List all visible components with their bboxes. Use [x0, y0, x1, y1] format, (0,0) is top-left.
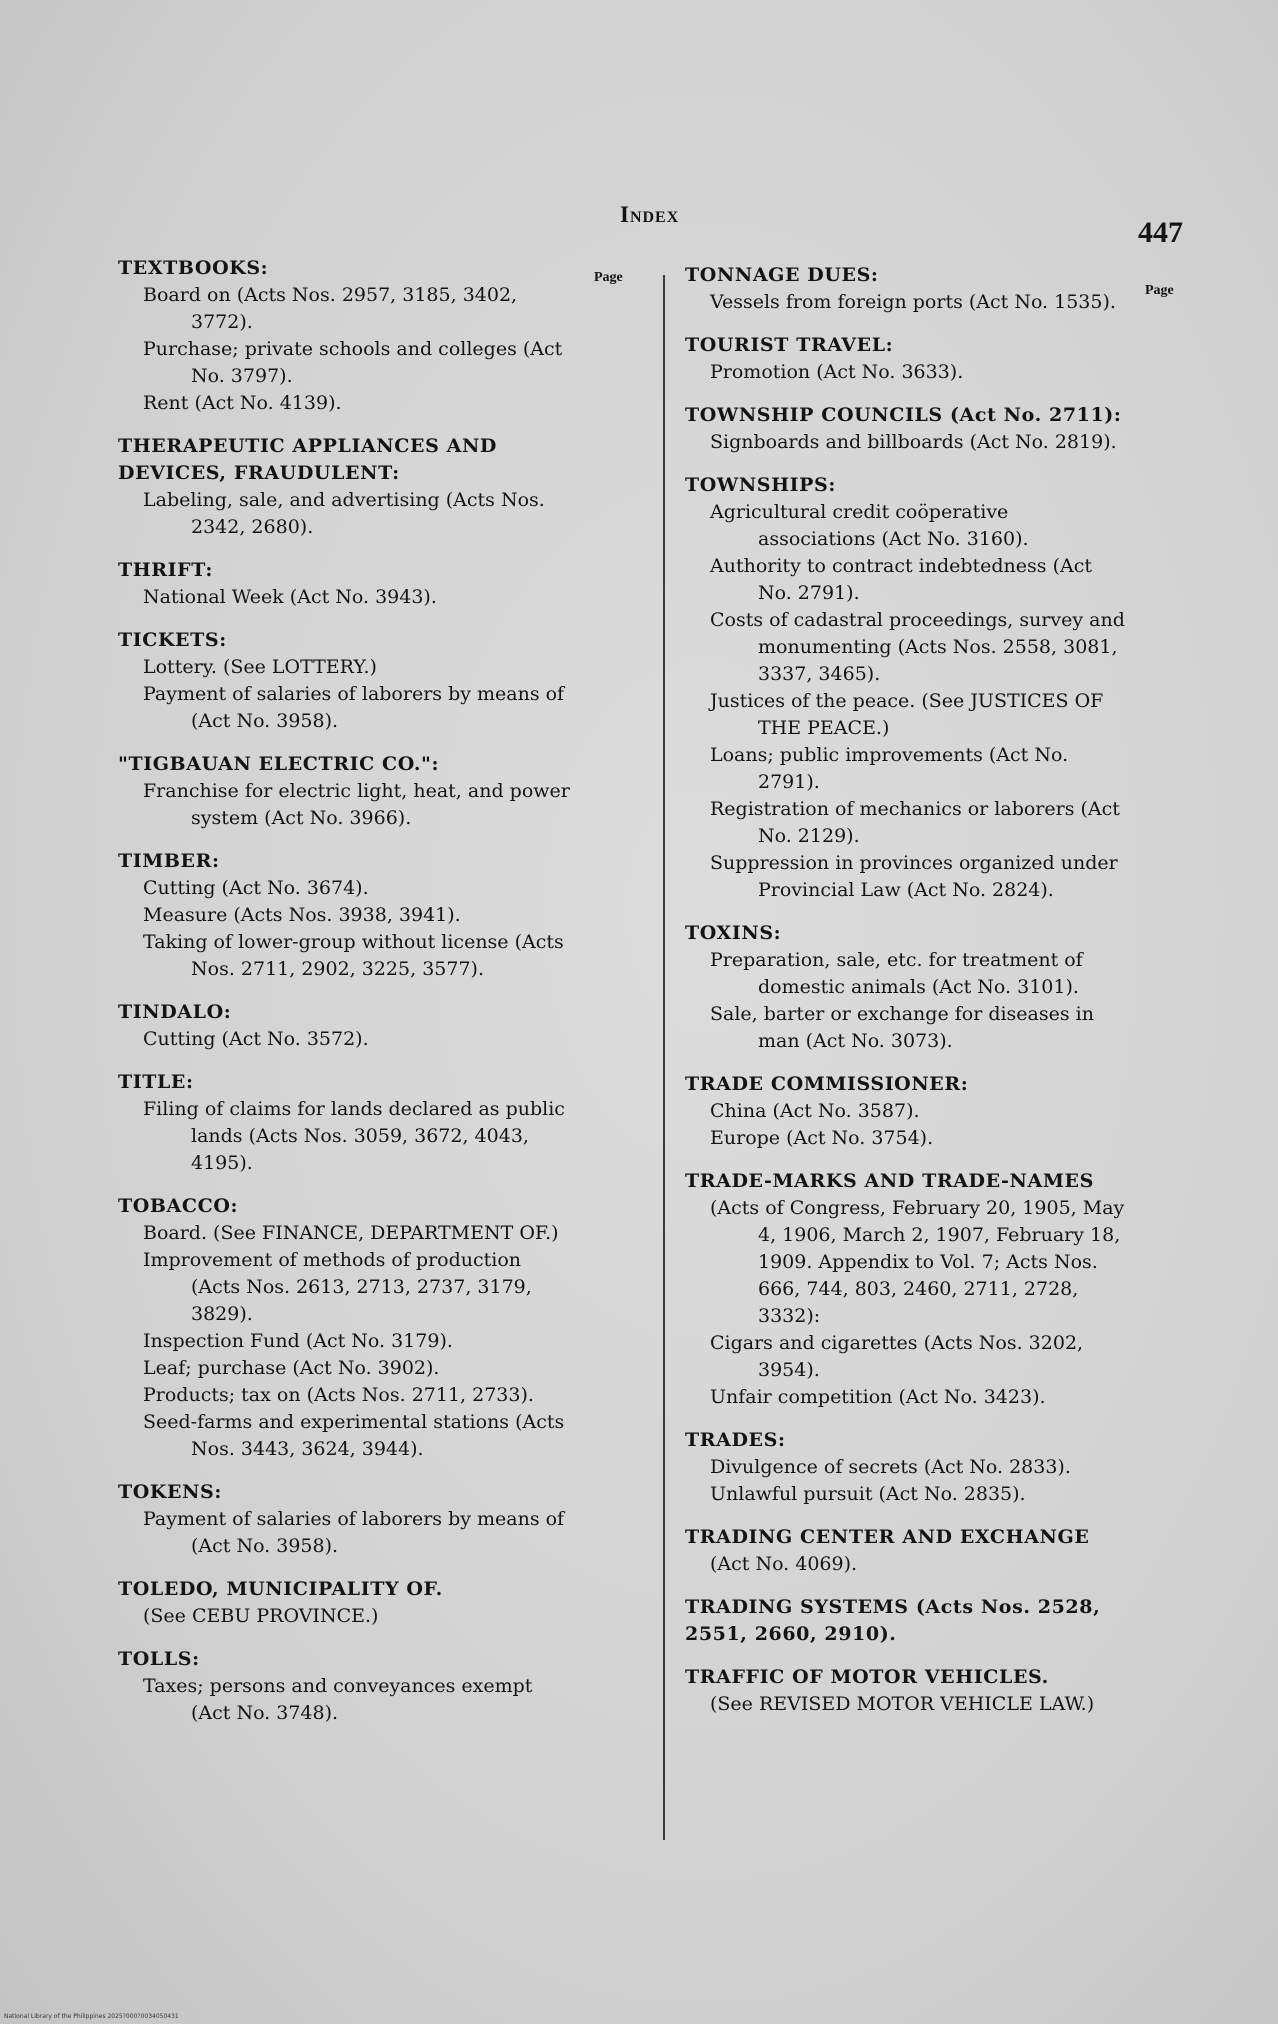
entry-subheading: Signboards and billboards (Act No. 2819).: [710, 431, 1117, 453]
index-entry: [685, 402, 1125, 456]
index-entry: [685, 1427, 1125, 1508]
entry-subheading: Board. (See FINANCE, DEPARTMENT OF.): [143, 1222, 559, 1244]
entry-subheading: Suppression in provinces organized under Provincial Law (Act No. 2824).: [710, 852, 1118, 901]
index-entry: [118, 848, 573, 983]
index-entry: [118, 433, 573, 541]
column-divider: [663, 275, 665, 1840]
entry-subheading: (See CEBU PROVINCE.): [143, 1605, 379, 1627]
entry-subheading: Promotion (Act No. 3633).: [710, 361, 964, 383]
entry-subheading: Filing of claims for lands declared as public lands (Acts Nos. 3059, 3672, 4043, 4195).: [143, 1098, 565, 1174]
entry-subheading: (See REVISED MOTOR VEHICLE LAW.): [710, 1693, 1095, 1715]
entry-heading: "TIGBAUAN ELECTRIC CO.":: [118, 753, 440, 775]
entry-heading: TONNAGE DUES:: [685, 264, 879, 286]
left-column: [118, 255, 573, 1743]
index-entry: [685, 472, 1125, 904]
entry-subheading: Lottery. (See LOTTERY.): [143, 656, 377, 678]
entry-subheading: Labeling, sale, and advertising (Acts Nos. 2342, 2680).: [143, 489, 545, 538]
entry-subheading: Products; tax on (Acts Nos. 2711, 2733).: [143, 1384, 534, 1406]
entry-heading: TOBACCO:: [118, 1195, 239, 1217]
entry-subheading: Seed-farms and experimental stations (Acts Nos. 3443, 3624, 3944).: [143, 1411, 565, 1460]
index-entry: [118, 255, 573, 417]
index-entry: [685, 920, 1125, 1055]
entry-heading: TRAFFIC OF MOTOR VEHICLES.: [685, 1666, 1049, 1688]
entry-heading: TOLEDO, MUNICIPALITY OF.: [118, 1578, 443, 1600]
entry-heading: TIMBER:: [118, 850, 220, 872]
entry-heading: TOURIST TRAVEL:: [685, 334, 894, 356]
entry-heading: TRADING CENTER AND EXCHANGE: [685, 1526, 1090, 1548]
entry-subheading: Board on (Acts Nos. 2957, 3185, 3402, 3772).: [143, 284, 518, 333]
entry-subheading: Payment of salaries of laborers by means of (Act No. 3958).: [143, 1508, 565, 1557]
index-entry: [685, 262, 1125, 316]
entry-subheading: Agricultural credit coöperative associations (Act No. 3160).: [710, 501, 1029, 550]
entry-subheading: Costs of cadastral proceedings, survey and monumenting (Acts Nos. 2558, 3081, 3337, 3465).: [710, 609, 1125, 685]
index-entry: [685, 1071, 1125, 1152]
entry-heading: TOXINS:: [685, 922, 782, 944]
entry-heading: TOLLS:: [118, 1648, 200, 1670]
entry-subheading: Inspection Fund (Act No. 3179).: [143, 1330, 453, 1352]
entry-subheading: Divulgence of secrets (Act No. 2833).: [710, 1456, 1071, 1478]
right-column: [685, 262, 1125, 1734]
entry-heading: TITLE:: [118, 1071, 194, 1093]
entry-subheading: Sale, barter or exchange for diseases in man (Act No. 3073).: [710, 1003, 1094, 1052]
entry-subheading: Registration of mechanics or laborers (Act No. 2129).: [710, 798, 1120, 847]
entry-subheading: Vessels from foreign ports (Act No. 1535).: [710, 291, 1116, 313]
index-entry: [685, 1664, 1125, 1718]
index-entry: [118, 627, 573, 735]
entry-subheading: Leaf; purchase (Act No. 3902).: [143, 1357, 440, 1379]
index-entry: [685, 332, 1125, 386]
entry-subheading: Purchase; private schools and colleges (Act No. 3797).: [143, 338, 563, 387]
entry-heading: TOKENS:: [118, 1481, 222, 1503]
entry-subheading: Unlawful pursuit (Act No. 2835).: [710, 1483, 1026, 1505]
entry-subheading: (Act No. 4069).: [710, 1553, 858, 1575]
entry-subheading: Measure (Acts Nos. 3938, 3941).: [143, 904, 461, 926]
entry-subheading: Loans; public improvements (Act No. 2791).: [710, 744, 1069, 793]
footer-credit: National Library of the Philippines 2025?000?0034050431: [4, 2013, 179, 2020]
entry-heading: TICKETS:: [118, 629, 227, 651]
entry-heading: TRADING SYSTEMS (Acts Nos. 2528, 2551, 2660, 2910).: [685, 1596, 1101, 1645]
entry-heading: TRADES:: [685, 1429, 786, 1451]
entry-heading: TEXTBOOKS:: [118, 257, 269, 279]
entry-heading: TRADE COMMISSIONER:: [685, 1073, 969, 1095]
page-label-right: Page: [1145, 283, 1174, 298]
page-number: 447: [1138, 216, 1183, 249]
entry-heading: TRADE-MARKS AND TRADE-NAMES: [685, 1170, 1094, 1192]
running-head: Index: [620, 202, 680, 227]
index-entry: [685, 1524, 1125, 1578]
entry-subheading: Cutting (Act No. 3572).: [143, 1028, 369, 1050]
entry-subheading: (Acts of Congress, February 20, 1905, May 4, 1906, March 2, 1907, February 18, 1909. Appendix to Vol. 7; Acts Nos. 666, 744, 803, 2460, 2711, 2728, 3332):: [710, 1197, 1125, 1327]
index-entry: [118, 557, 573, 611]
index-entry: [118, 1479, 573, 1560]
entry-heading: TINDALO:: [118, 1001, 232, 1023]
entry-subheading: Franchise for electric light, heat, and power system (Act No. 3966).: [143, 780, 570, 829]
entry-heading: THERAPEUTIC APPLIANCES AND DEVICES, FRAUDULENT:: [118, 435, 498, 484]
index-entry: [118, 1646, 573, 1727]
entry-heading: THRIFT:: [118, 559, 213, 581]
entry-heading: TOWNSHIPS:: [685, 474, 836, 496]
index-entry: [685, 1594, 1125, 1648]
entry-subheading: Europe (Act No. 3754).: [710, 1127, 934, 1149]
entry-heading: TOWNSHIP COUNCILS (Act No. 2711):: [685, 404, 1122, 426]
index-entry: [685, 1168, 1125, 1411]
index-entry: [118, 1069, 573, 1177]
entry-subheading: Unfair competition (Act No. 3423).: [710, 1386, 1046, 1408]
index-entry: [118, 999, 573, 1053]
entry-subheading: Payment of salaries of laborers by means of (Act No. 3958).: [143, 683, 565, 732]
entry-subheading: Improvement of methods of production (Acts Nos. 2613, 2713, 2737, 3179, 3829).: [143, 1249, 532, 1325]
index-entry: [118, 1576, 573, 1630]
entry-subheading: Taking of lower-group without license (Acts Nos. 2711, 2902, 3225, 3577).: [143, 931, 564, 980]
page-label-left: Page: [594, 270, 623, 285]
entry-subheading: Justices of the peace. (See JUSTICES OF THE PEACE.): [710, 690, 1104, 739]
entry-subheading: Cigars and cigarettes (Acts Nos. 3202, 3954).: [710, 1332, 1084, 1381]
index-entry: [118, 1193, 573, 1463]
entry-subheading: Taxes; persons and conveyances exempt (Act No. 3748).: [143, 1675, 533, 1724]
entry-subheading: China (Act No. 3587).: [710, 1100, 920, 1122]
entry-subheading: Preparation, sale, etc. for treatment of domestic animals (Act No. 3101).: [710, 949, 1083, 998]
entry-subheading: Authority to contract indebtedness (Act No. 2791).: [710, 555, 1092, 604]
entry-subheading: National Week (Act No. 3943).: [143, 586, 437, 608]
entry-subheading: Rent (Act No. 4139).: [143, 392, 342, 414]
index-entry: [118, 751, 573, 832]
entry-subheading: Cutting (Act No. 3674).: [143, 877, 369, 899]
